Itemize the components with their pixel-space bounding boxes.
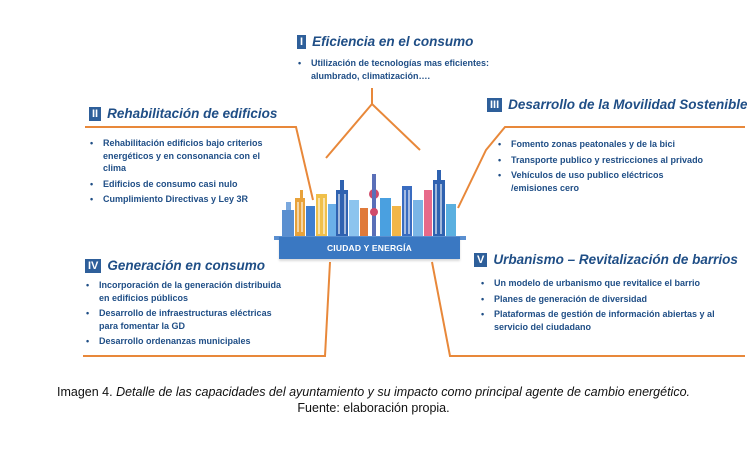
list-item: • Plataformas de gestión de información abiertas y al servicio del ciudadano [480, 308, 720, 333]
section-generation [85, 258, 315, 351]
list-item: • Un modelo de urbanismo que revitalice el barrio [480, 277, 720, 290]
connector-efficiency [326, 88, 420, 158]
section-number-badge: IV [85, 259, 101, 273]
section-mobility [487, 97, 745, 197]
list-item: • Rehabilitación edificios bajo criterios energéticos y en consonancia con el clima [89, 137, 269, 175]
list-item: • Utilización de tecnologías mas eficientes: alumbrado, climatización…. [297, 57, 512, 82]
list-item: • Incorporación de la generación distribuida en edificios públicos [85, 279, 290, 304]
section-number-badge: I [297, 35, 306, 49]
caption-text: Detalle de las capacidades del ayuntamiento y su impacto como principal agente de cambio energético. [116, 385, 691, 399]
section-title: Desarrollo de la Movilidad Sostenible [508, 97, 747, 112]
list-item: • Planes de generación de diversidad [480, 293, 720, 306]
section-title: Eficiencia en el consumo [312, 34, 474, 49]
list-item: • Desarrollo de infraestructuras eléctricas para fomentar la GD [85, 307, 290, 332]
section-efficiency [297, 34, 537, 85]
section-number-badge: III [487, 98, 502, 112]
section-title: Rehabilitación de edificios [107, 106, 278, 121]
list-item: • Cumplimiento Directivas y Ley 3R [89, 193, 269, 206]
figure-caption [40, 384, 707, 416]
section-number-badge: V [474, 253, 487, 267]
caption-source: Fuente: elaboración propia. [297, 401, 450, 415]
section-urbanism [474, 252, 739, 336]
caption-prefix: Imagen 4. [56, 385, 117, 399]
list-item: • Edificios de consumo casi nulo [89, 178, 269, 191]
section-title: Generación en consumo [107, 258, 265, 273]
list-item: • Fomento zonas peatonales y de la bici [497, 138, 707, 151]
list-item: • Transporte publico y restricciones al privado [497, 154, 707, 167]
center-label: CIUDAD Y ENERGÍA [326, 243, 413, 253]
section-title: Urbanismo – Revitalización de barrios [493, 252, 738, 267]
list-item: • Desarrollo ordenanzas municipales [85, 335, 290, 348]
section-rehabilitation [89, 106, 289, 209]
list-item: • Vehículos de uso publico eléctricos /emisiones cero [497, 169, 707, 194]
section-number-badge: II [89, 107, 101, 121]
